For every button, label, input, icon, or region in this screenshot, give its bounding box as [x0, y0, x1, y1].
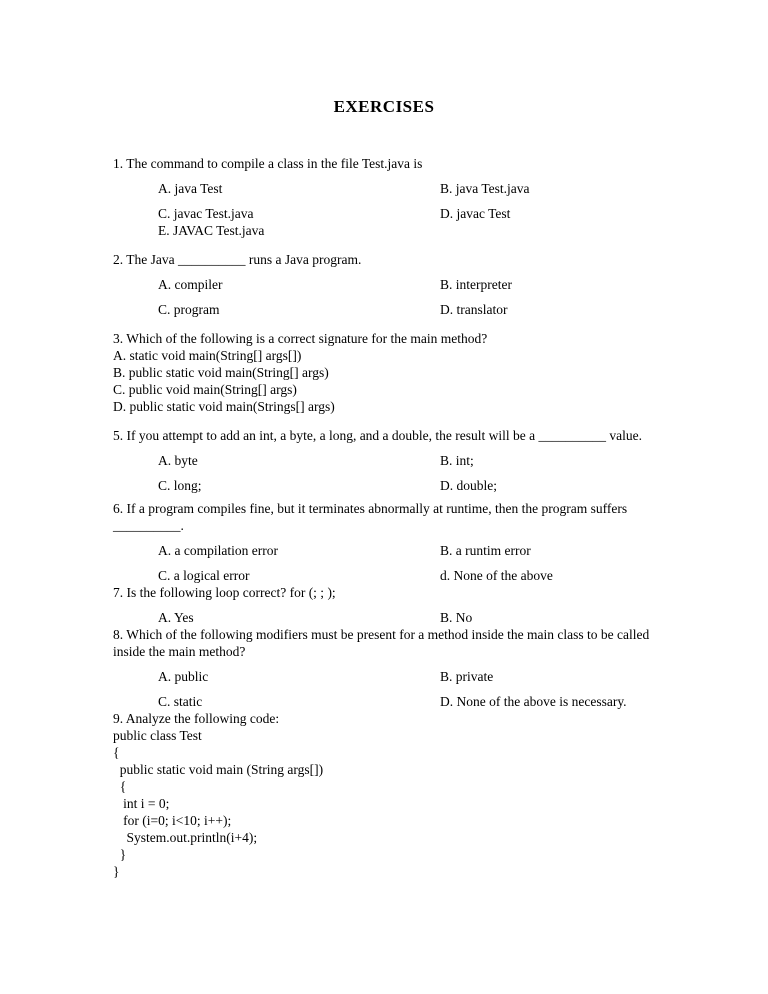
question-6-option-a: A. a compilation error: [158, 543, 278, 558]
question-1-options-row-2: [113, 205, 655, 222]
question-3-text: 3. Which of the following is a correct signature for the main method?: [113, 331, 488, 346]
question-6-option-b: B. a runtim error: [440, 543, 531, 558]
question-1-options-row-1: [113, 180, 655, 197]
question-6: [113, 500, 655, 584]
question-9-text: 9. Analyze the following code:: [113, 711, 280, 726]
question-5: [113, 427, 655, 494]
question-1-option-e: E. JAVAC Test.java: [158, 223, 265, 238]
code-line-6: for (i=0; i<10; i++);: [113, 813, 232, 828]
question-2: [113, 251, 655, 318]
code-line-2: {: [113, 745, 120, 760]
question-6-options-row-1: [113, 542, 655, 559]
question-8-option-d: D. None of the above is necessary.: [440, 694, 627, 709]
question-2-text: 2. The Java __________ runs a Java program.: [113, 252, 362, 267]
question-2-options-row-1: [113, 276, 655, 293]
question-8-text: 8. Which of the following modifiers must be present for a method inside the main class to be called inside the main method?: [113, 627, 650, 659]
code-line-3: public static void main (String args[]): [113, 762, 324, 777]
question-3-option-a: A. static void main(String[] args[]): [113, 348, 302, 363]
page-title: EXERCISES: [333, 97, 435, 116]
question-1-option-d: D. javac Test: [440, 206, 511, 221]
question-5-text: 5. If you attempt to add an int, a byte, a long, and a double, the result will be a __________ value.: [113, 428, 642, 443]
question-3-option-c: C. public void main(String[] args): [113, 382, 297, 397]
question-6-option-d: d. None of the above: [440, 568, 553, 583]
question-1-text: 1. The command to compile a class in the file Test.java is: [113, 156, 423, 171]
question-7: [113, 584, 655, 626]
question-7-options-row-1: [113, 609, 655, 626]
question-3: [113, 330, 655, 415]
question-8-option-c: C. static: [158, 694, 203, 709]
question-3-option-b: B. public static void main(String[] args): [113, 365, 329, 380]
code-line-1: public class Test: [113, 728, 202, 743]
question-2-options-row-2: [113, 301, 655, 318]
question-2-option-d: D. translator: [440, 302, 508, 317]
code-line-8: }: [113, 847, 127, 862]
question-5-options-row-1: [113, 452, 655, 469]
question-5-option-b: B. int;: [440, 453, 474, 468]
code-block: [113, 727, 655, 880]
question-9: [113, 710, 655, 880]
question-5-option-c: C. long;: [158, 478, 202, 493]
question-6-text: 6. If a program compiles fine, but it terminates abnormally at runtime, then the program suffers __________.: [113, 501, 628, 533]
question-1-option-c: C. javac Test.java: [158, 206, 254, 221]
question-6-option-c: C. a logical error: [158, 568, 250, 583]
code-line-5: int i = 0;: [113, 796, 170, 811]
question-7-option-a: A. Yes: [158, 610, 194, 625]
question-1-option-empty: [440, 222, 655, 239]
question-2-option-a: A. compiler: [158, 277, 223, 292]
question-2-option-b: B. interpreter: [440, 277, 512, 292]
question-8-options-row-1: [113, 668, 655, 685]
question-5-option-a: A. byte: [158, 453, 198, 468]
question-8: [113, 626, 655, 710]
question-7-option-b: B. No: [440, 610, 473, 625]
question-1: [113, 155, 655, 239]
question-6-options-row-2: [113, 567, 655, 584]
question-5-option-d: D. double;: [440, 478, 497, 493]
question-1-option-b: B. java Test.java: [440, 181, 530, 196]
question-2-option-c: C. program: [158, 302, 220, 317]
question-8-option-a: A. public: [158, 669, 209, 684]
question-8-options-row-2: [113, 693, 655, 710]
question-7-text: 7. Is the following loop correct? for (; ; );: [113, 585, 336, 600]
question-1-option-a: A. java Test: [158, 181, 223, 196]
question-8-option-b: B. private: [440, 669, 494, 684]
code-line-7: System.out.println(i+4);: [113, 830, 258, 845]
question-1-options-row-3: [113, 222, 655, 239]
question-5-options-row-2: [113, 477, 655, 494]
question-3-option-d: D. public static void main(Strings[] args): [113, 399, 335, 414]
code-line-9: }: [113, 864, 120, 879]
code-line-4: {: [113, 779, 127, 794]
